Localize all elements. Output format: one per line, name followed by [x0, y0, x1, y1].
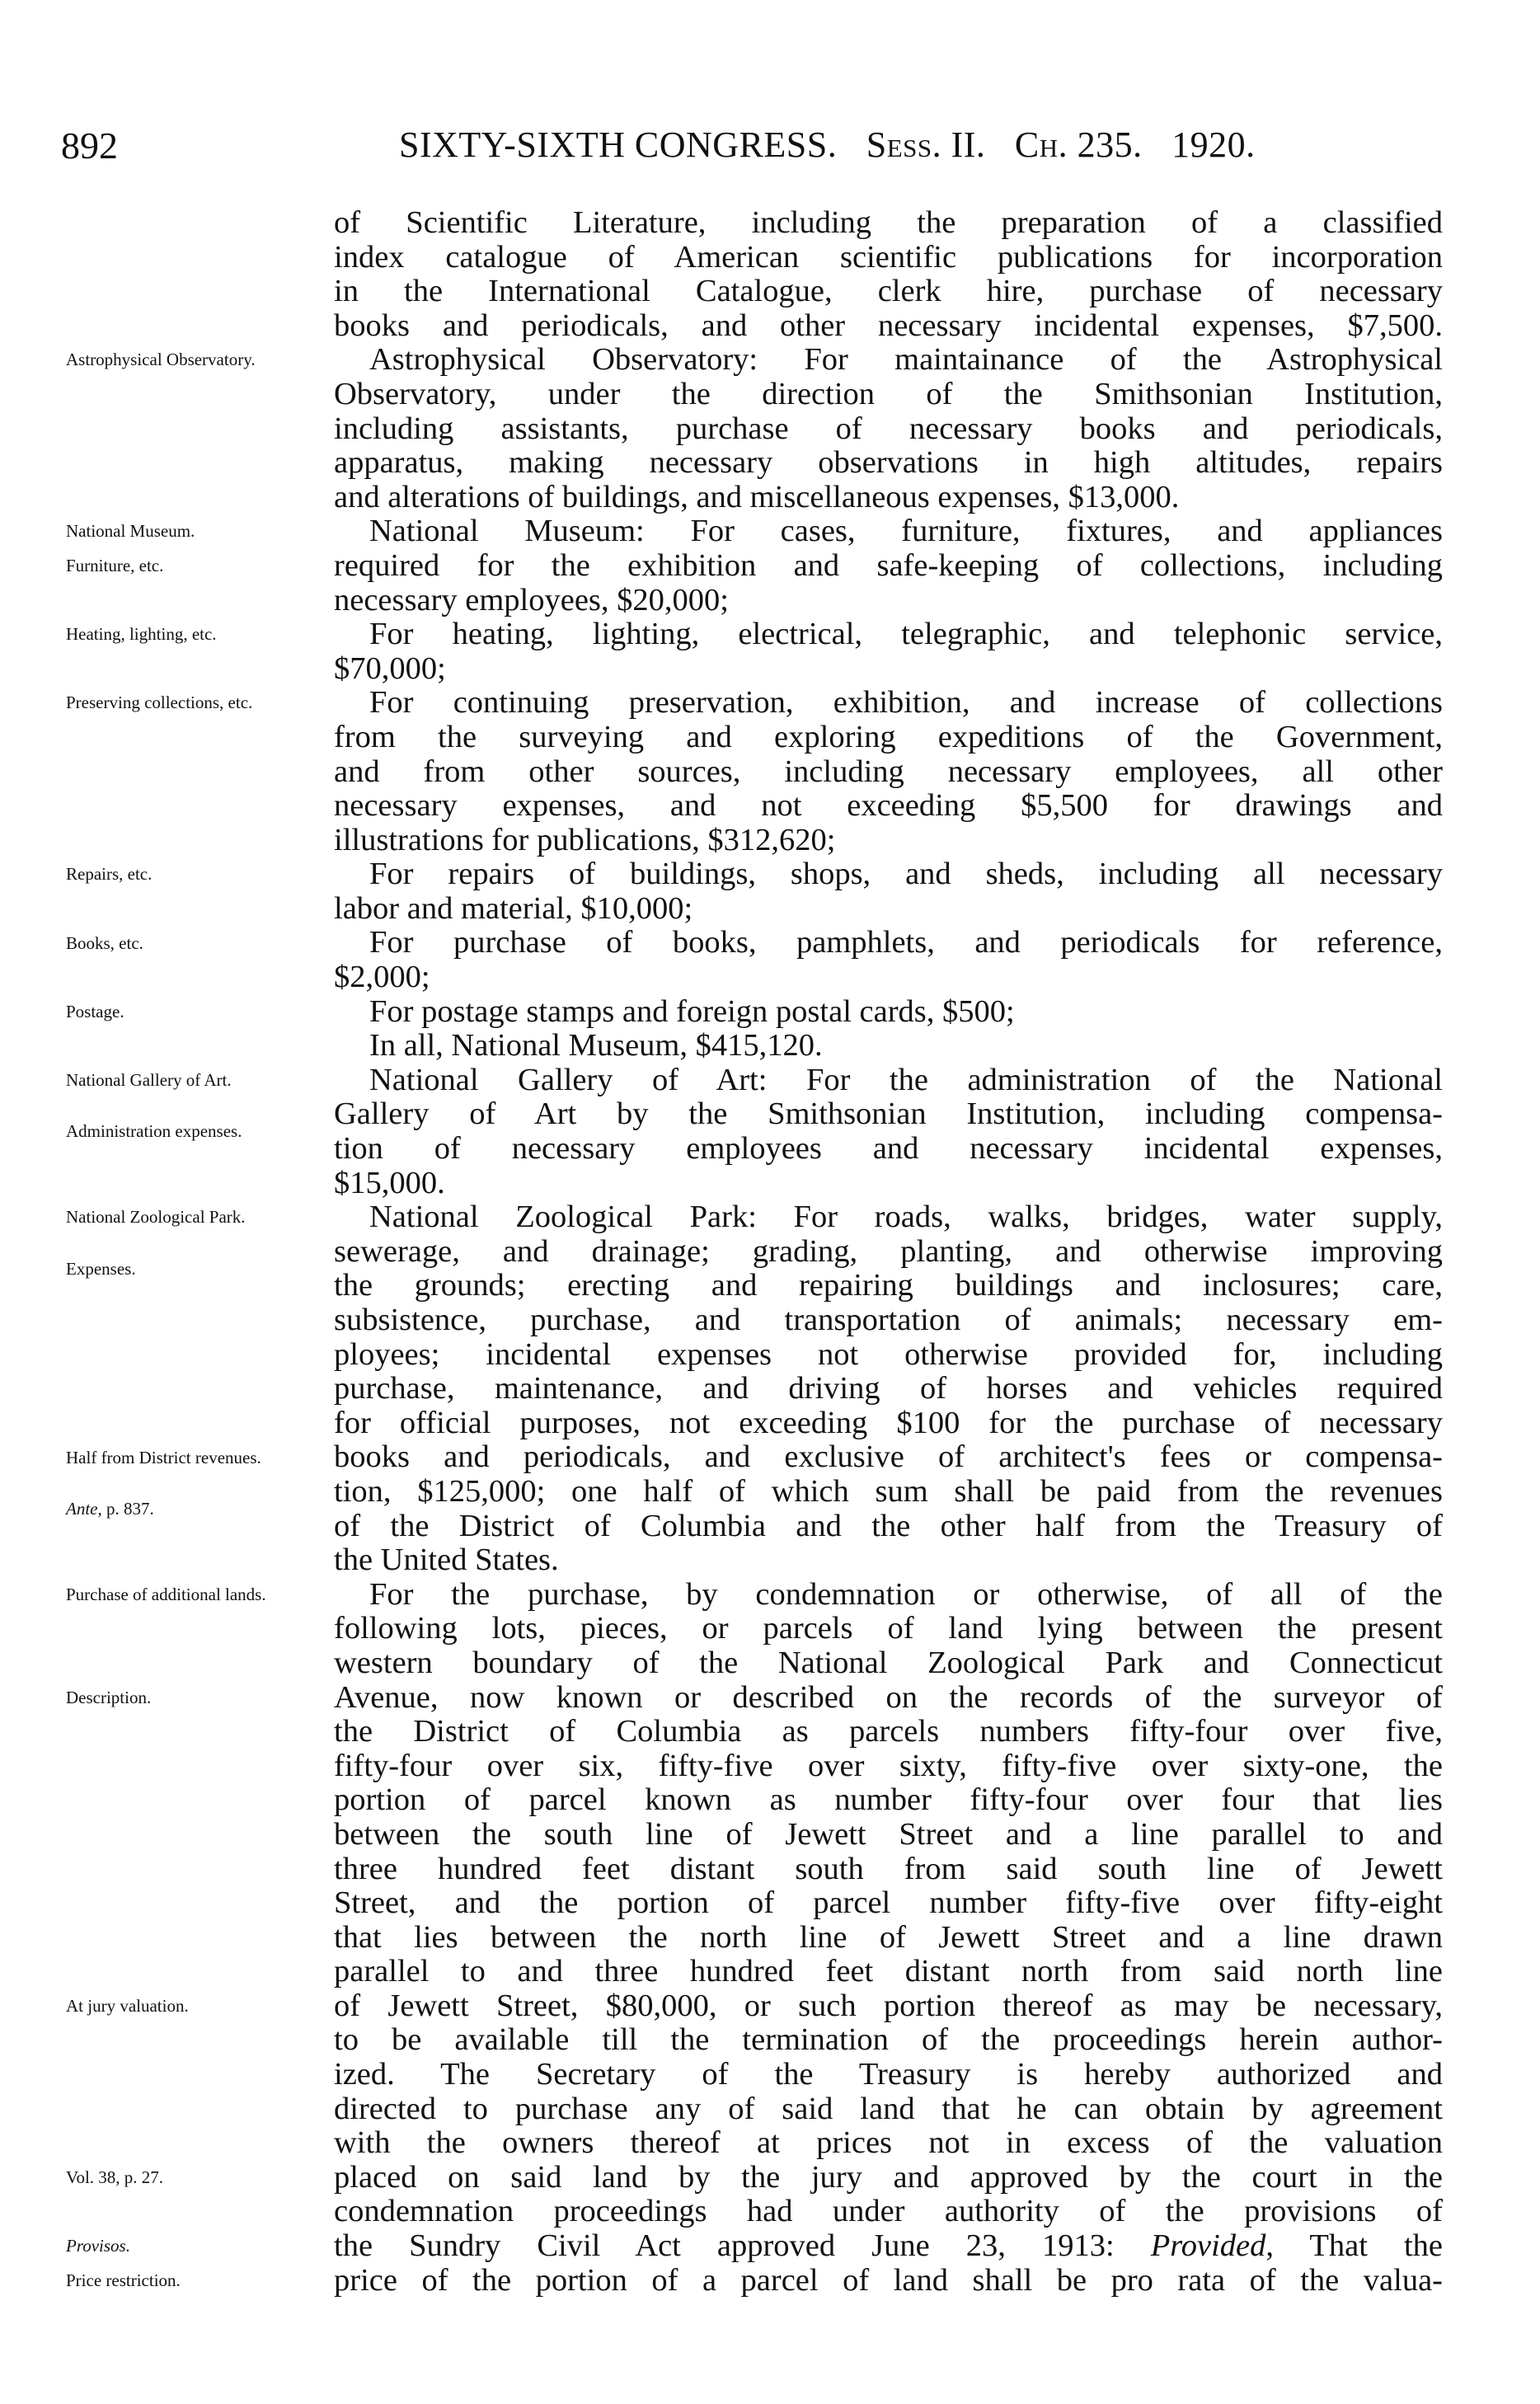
body-line: subsistence, purchase, and transportation of animals; necessary em-: [334, 1303, 1443, 1337]
body-line: For the purchase, by condemnation or otherwise, of all of the: [369, 1576, 1443, 1612]
year-label: 1920.: [1171, 124, 1256, 165]
body-line: the District of Columbia as parcels numbers fifty-four over five,: [334, 1714, 1443, 1749]
congress-title: SIXTY-SIXTH CONGRESS.: [399, 124, 838, 165]
body-line: illustrations for publications, $312,620;: [334, 822, 836, 857]
body-line: necessary employees, $20,000;: [334, 582, 729, 617]
body-line: For purchase of books, pamphlets, and periodicals for reference,: [369, 925, 1443, 960]
body-line: Astrophysical Observatory: For maintainance of the Astrophysical: [369, 342, 1443, 378]
margin-note: Furniture, etc.: [66, 556, 164, 575]
margin-note: Repairs, etc.: [66, 864, 153, 885]
session-label: Sess. II.: [866, 124, 986, 165]
body-line: tion of necessary employees and necessary incidental expenses,: [334, 1131, 1443, 1167]
body-line: Avenue, now known or described on the records of the surveyor of: [334, 1679, 1443, 1715]
margin-note: Provisos.: [66, 2236, 130, 2256]
running-head: [399, 124, 1275, 166]
body-line: in the International Catalogue, clerk hire, purchase of necessary: [334, 274, 1443, 309]
body-line: ployees; incidental expenses not otherwise provided for, including: [334, 1336, 1443, 1372]
body-line: condemnation proceedings had under authority of the provisions of: [334, 2194, 1443, 2229]
body-line: $2,000;: [334, 960, 430, 995]
body-line: including assistants, purchase of necessary books and periodicals,: [334, 411, 1443, 446]
body-line: National Gallery of Art: For the administration of the National: [369, 1062, 1443, 1097]
body-line: with the owners thereof at prices not in excess of the valuation: [334, 2125, 1443, 2161]
body-text: [334, 206, 1443, 2298]
body-line: the United States.: [334, 1542, 559, 1578]
body-line: between the south line of Jewett Street and a line parallel to and: [334, 1816, 1443, 1852]
page-number: 892: [61, 124, 118, 167]
body-line: $70,000;: [334, 650, 446, 686]
body-line: the grounds; erecting and repairing buildings and inclosures; care,: [334, 1268, 1443, 1303]
body-line: ized. The Secretary of the Treasury is hereby authorized and: [334, 2057, 1443, 2092]
body-line: Observatory, under the direction of the Smithsonian Institution,: [334, 376, 1443, 411]
body-line: books and periodicals, and other necessary incidental expenses, $7,500.: [334, 308, 1443, 343]
margin-note: Purchase of additional lands.: [66, 1585, 266, 1604]
body-line: required for the exhibition and safe-keeping of collections, including: [334, 547, 1443, 583]
margin-note: Books, etc.: [66, 932, 143, 953]
body-line: labor and material, $10,000;: [334, 890, 693, 926]
margin-note: National Zoological Park.: [66, 1207, 246, 1228]
body-line: for official purposes, not exceeding $100 for the purchase of necessary: [334, 1405, 1443, 1440]
body-line: index catalogue of American scientific publications for incorporation: [334, 239, 1443, 275]
body-line: For repairs of buildings, shops, and sheds, including all necessary: [369, 857, 1443, 892]
margin-note: Price restriction.: [66, 2270, 181, 2290]
margin-note: Half from District revenues.: [66, 1447, 261, 1467]
margin-note: Administration expenses.: [66, 1121, 242, 1142]
body-line: price of the portion of a parcel of land shall be pro rata of the valua-: [334, 2262, 1443, 2298]
margin-note: National Gallery of Art.: [66, 1070, 232, 1090]
body-line: from the surveying and exploring expeditions of the Government,: [334, 719, 1443, 754]
margin-note: At jury valuation.: [66, 1996, 189, 2017]
body-line: of the District of Columbia and the other half from the Treasury of: [334, 1508, 1443, 1543]
margin-note: Ante, p. 837.: [66, 1499, 154, 1519]
body-line: In all, National Museum, $415,120.: [369, 1028, 823, 1063]
body-line: fifty-four over six, fifty-five over sixty, fifty-five over sixty-one, the: [334, 1748, 1443, 1783]
margin-note: Description.: [66, 1687, 152, 1707]
margin-note: Heating, lighting, etc.: [66, 624, 217, 645]
body-line: and alterations of buildings, and miscellaneous expenses, $13,000.: [334, 479, 1180, 514]
body-line: to be available till the termination of the proceedings herein author-: [334, 2022, 1443, 2058]
chapter-label: Ch. 235.: [1014, 124, 1143, 165]
body-line: portion of parcel known as number fifty-four over four that lies: [334, 1782, 1443, 1818]
body-line: necessary expenses, and not exceeding $5,500 for drawings and: [334, 788, 1443, 824]
body-line: purchase, maintenance, and driving of horses and vehicles required: [334, 1371, 1443, 1406]
margin-note: National Museum.: [66, 521, 195, 542]
body-line: directed to purchase any of said land that he can obtain by agreement: [334, 2091, 1443, 2126]
body-line: $15,000.: [334, 1165, 445, 1200]
body-line: Gallery of Art by the Smithsonian Institution, including compensa-: [334, 1096, 1443, 1132]
body-line: sewerage, and drainage; grading, planting, and otherwise improving: [334, 1233, 1443, 1269]
margin-note: Expenses.: [66, 1258, 136, 1279]
body-line: For postage stamps and foreign postal cards, $500;: [369, 993, 1015, 1029]
body-line: the Sundry Civil Act approved June 23, 1913: Provided, That the: [334, 2228, 1443, 2264]
body-line: tion, $125,000; one half of which sum shall be paid from the revenues: [334, 1473, 1443, 1509]
body-line: Street, and the portion of parcel number fifty-five over fifty-eight: [334, 1885, 1443, 1921]
body-line: National Museum: For cases, furniture, fixtures, and appliances: [369, 514, 1443, 549]
body-line: following lots, pieces, or parcels of land lying between the present: [334, 1611, 1443, 1646]
body-line: three hundred feet distant south from said south line of Jewett: [334, 1851, 1443, 1886]
body-line: For heating, lighting, electrical, telegraphic, and telephonic service,: [369, 617, 1443, 652]
body-line: National Zoological Park: For roads, walks, bridges, water supply,: [369, 1200, 1443, 1235]
margin-note: Astrophysical Observatory.: [66, 350, 256, 370]
body-line: placed on said land by the jury and approved by the court in the: [334, 2159, 1443, 2195]
body-line: that lies between the north line of Jewett Street and a line drawn: [334, 1919, 1443, 1955]
body-line: western boundary of the National Zoological Park and Connecticut: [334, 1645, 1443, 1680]
body-line: and from other sources, including necessary employees, all other: [334, 754, 1443, 789]
body-line: parallel to and three hundred feet distant north from said north line: [334, 1954, 1443, 1989]
margin-note: Vol. 38, p. 27.: [66, 2167, 164, 2188]
body-line: For continuing preservation, exhibition, and increase of collections: [369, 685, 1443, 721]
body-line: of Scientific Literature, including the preparation of a classified: [334, 205, 1443, 240]
body-line: apparatus, making necessary observations in high altitudes, repairs: [334, 445, 1443, 481]
body-line: of Jewett Street, $80,000, or such portion thereof as may be necessary,: [334, 1988, 1443, 2023]
margin-note: Postage.: [66, 1001, 124, 1021]
margin-note: Preserving collections, etc.: [66, 693, 253, 713]
body-line: books and periodicals, and exclusive of architect's fees or compensa-: [334, 1439, 1443, 1475]
